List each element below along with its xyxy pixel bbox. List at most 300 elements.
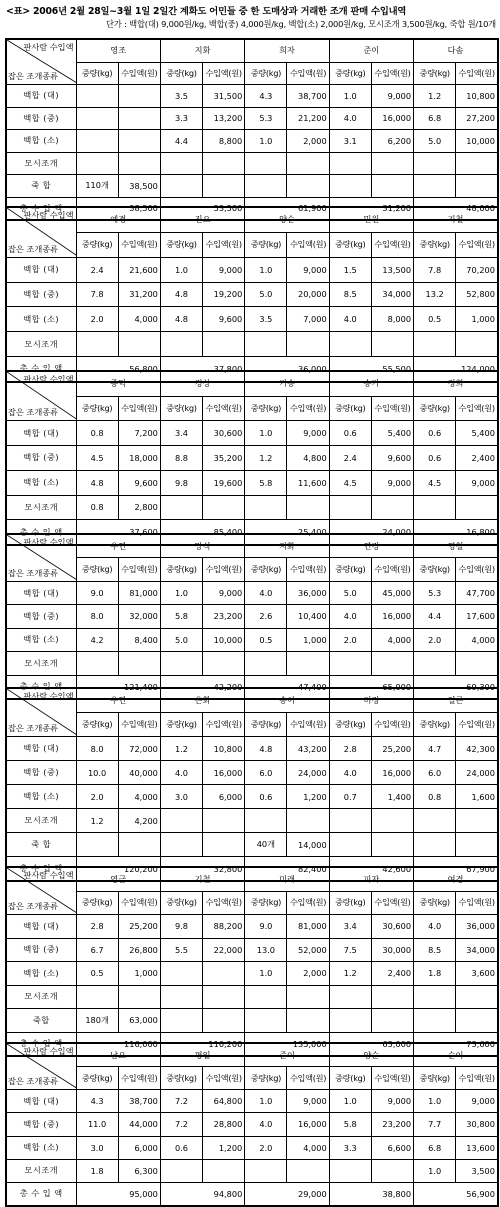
income-header: 수입액(원)	[287, 62, 329, 85]
weight-cell: 40개	[245, 833, 287, 857]
weight-cell: 1.0	[160, 581, 202, 604]
weight-cell: 1.8	[76, 1159, 118, 1182]
corner-shell-label: 잡은 조개종류	[8, 901, 59, 911]
seller-table	[5, 1042, 499, 1207]
income-cell: 9,600	[371, 446, 413, 471]
weight-header: 중량(kg)	[414, 1067, 456, 1090]
weight-cell: 4.4	[160, 130, 202, 153]
total-income: 85,400	[160, 520, 244, 545]
table-row	[6, 307, 498, 332]
weight-cell: 1.0	[160, 257, 202, 282]
weight-cell	[160, 1159, 202, 1182]
weight-cell: 0.6	[414, 446, 456, 471]
table-row	[6, 605, 498, 628]
income-cell	[203, 152, 245, 175]
weight-cell	[160, 985, 202, 1009]
income-cell: 2,400	[456, 446, 498, 471]
total-label: 총 수 입 액	[6, 1032, 76, 1056]
income-cell: 40,000	[118, 761, 160, 785]
sub-header-row	[6, 713, 498, 737]
weight-cell: 2.6	[245, 605, 287, 628]
income-cell: 30,800	[456, 1113, 498, 1136]
income-cell	[371, 332, 413, 357]
total-income: 42,200	[160, 675, 244, 699]
weight-cell: 1.2	[414, 85, 456, 108]
total-income: 56,800	[76, 357, 160, 382]
income-cell: 45,000	[371, 581, 413, 604]
weight-cell	[245, 152, 287, 175]
income-cell: 43,200	[287, 737, 329, 761]
weight-header: 중량(kg)	[160, 1067, 202, 1090]
weight-cell: 2.4	[329, 446, 371, 471]
weight-header: 중량(kg)	[329, 232, 371, 257]
income-cell: 13,500	[371, 257, 413, 282]
table-row	[6, 152, 498, 175]
weight-cell: 3.3	[160, 107, 202, 130]
income-cell	[287, 152, 329, 175]
total-income: 32,800	[160, 857, 244, 882]
weight-cell: 4.8	[245, 737, 287, 761]
sub-header-row	[6, 396, 498, 421]
income-cell	[203, 495, 245, 520]
seller-name: 송이	[245, 688, 329, 713]
corner-seller-label: 판사람 수입액	[23, 870, 74, 880]
weight-cell: 0.5	[245, 628, 287, 651]
table-row	[6, 809, 498, 833]
weight-cell: 9.8	[160, 915, 202, 939]
weight-cell: 2.8	[76, 915, 118, 939]
corner-shell-label: 잡은 조개종류	[8, 243, 59, 254]
income-header: 수입액(원)	[456, 713, 498, 737]
income-cell	[118, 985, 160, 1009]
seller-name: 남오	[76, 1043, 160, 1067]
income-cell: 9,000	[371, 1090, 413, 1113]
seller-header-row	[6, 207, 498, 232]
row-label: 모시조개	[6, 152, 76, 175]
weight-cell: 0.5	[76, 962, 118, 986]
weight-cell	[76, 152, 118, 175]
income-cell: 10,800	[456, 85, 498, 108]
corner-shell-label: 잡은 조개종류	[8, 723, 59, 733]
seller-name: 영조	[76, 39, 160, 62]
seller-header-row	[6, 1043, 498, 1067]
income-cell: 4,800	[287, 446, 329, 471]
income-cell: 70,200	[456, 257, 498, 282]
weight-cell	[329, 1009, 371, 1033]
weight-cell: 1.0	[329, 85, 371, 108]
weight-cell	[414, 809, 456, 833]
total-row	[6, 1182, 498, 1206]
weight-cell: 7.7	[414, 1113, 456, 1136]
total-income: 37,800	[160, 357, 244, 382]
income-cell: 3,500	[456, 1159, 498, 1182]
weight-cell: 1.8	[414, 962, 456, 986]
weight-cell: 0.6	[245, 785, 287, 809]
total-income: 67,900	[414, 857, 498, 882]
corner-header	[6, 534, 76, 581]
income-header: 수입액(원)	[287, 891, 329, 915]
income-cell: 6,200	[371, 130, 413, 153]
income-cell: 14,000	[287, 833, 329, 857]
row-label: 백합 (소)	[6, 962, 76, 986]
income-cell: 9,000	[371, 470, 413, 495]
row-label: 모시조개	[6, 652, 76, 675]
income-cell	[371, 985, 413, 1009]
income-cell: 21,600	[118, 257, 160, 282]
weight-cell: 1.2	[76, 809, 118, 833]
seller-table	[5, 206, 499, 383]
weight-cell: 6.7	[76, 938, 118, 962]
income-cell: 24,000	[287, 761, 329, 785]
corner-shell-label: 잡은 조개종류	[8, 567, 59, 578]
row-label: 백합 (소)	[6, 307, 76, 332]
income-header: 수입액(원)	[203, 891, 245, 915]
income-cell: 9,000	[371, 85, 413, 108]
weight-cell: 6.8	[414, 1136, 456, 1159]
weight-cell	[245, 809, 287, 833]
weight-cell	[160, 833, 202, 857]
weight-cell: 11.0	[76, 1113, 118, 1136]
income-cell: 23,200	[371, 1113, 413, 1136]
income-cell	[456, 985, 498, 1009]
weight-cell: 10.0	[76, 761, 118, 785]
income-header: 수입액(원)	[203, 558, 245, 581]
income-header: 수입액(원)	[203, 232, 245, 257]
income-cell: 19,600	[203, 470, 245, 495]
income-header: 수입액(원)	[371, 558, 413, 581]
seller-name: 미정	[329, 688, 413, 713]
seller-name: 종덕	[76, 371, 160, 396]
weight-cell: 4.4	[414, 605, 456, 628]
weight-header: 중량(kg)	[245, 232, 287, 257]
income-header: 수입액(원)	[456, 1067, 498, 1090]
weight-header: 중량(kg)	[76, 396, 118, 421]
weight-cell: 8.0	[76, 737, 118, 761]
income-cell	[287, 1159, 329, 1182]
row-label: 백합 (소)	[6, 1136, 76, 1159]
income-header: 수입액(원)	[118, 232, 160, 257]
weight-header: 중량(kg)	[160, 232, 202, 257]
total-label: 총 수 입 액	[6, 675, 76, 699]
income-header: 수입액(원)	[456, 62, 498, 85]
weight-cell	[160, 152, 202, 175]
income-cell	[371, 1009, 413, 1033]
table-row	[6, 985, 498, 1009]
income-cell: 44,000	[118, 1113, 160, 1136]
weight-cell	[414, 495, 456, 520]
total-income: 38,500	[76, 197, 160, 220]
weight-cell	[160, 175, 202, 198]
income-cell	[118, 652, 160, 675]
weight-cell: 2.0	[245, 1136, 287, 1159]
seller-name: 여경	[414, 867, 498, 891]
weight-header: 중량(kg)	[414, 891, 456, 915]
income-cell: 9,600	[203, 307, 245, 332]
sub-header-row	[6, 558, 498, 581]
income-cell	[287, 652, 329, 675]
sub-header-row	[6, 1067, 498, 1090]
income-cell: 18,000	[118, 446, 160, 471]
income-cell: 2,000	[287, 962, 329, 986]
weight-cell	[329, 332, 371, 357]
row-label: 죽합	[6, 1009, 76, 1033]
income-cell: 10,000	[203, 628, 245, 651]
income-cell: 63,000	[118, 1009, 160, 1033]
corner-header	[6, 688, 76, 737]
seller-name: 지화	[245, 534, 329, 558]
income-cell: 81,000	[118, 581, 160, 604]
row-label: 백합 (중)	[6, 282, 76, 307]
weight-cell: 1.0	[414, 1159, 456, 1182]
weight-cell: 4.0	[329, 107, 371, 130]
seller-table	[5, 687, 499, 882]
row-label: 백합 (대)	[6, 581, 76, 604]
corner-seller-label: 판사람 수입액	[23, 1046, 74, 1056]
income-cell	[118, 130, 160, 153]
total-income: 61,900	[245, 197, 329, 220]
weight-cell: 4.3	[245, 85, 287, 108]
income-cell: 13,200	[203, 107, 245, 130]
income-cell: 1,000	[456, 307, 498, 332]
weight-cell	[245, 1159, 287, 1182]
seller-header-row	[6, 867, 498, 891]
income-cell: 31,500	[203, 85, 245, 108]
income-cell: 38,500	[118, 175, 160, 198]
income-cell: 9,000	[203, 257, 245, 282]
seller-name: 경상	[160, 371, 244, 396]
seller-header-row	[6, 371, 498, 396]
weight-cell	[245, 985, 287, 1009]
weight-cell: 0.6	[160, 1136, 202, 1159]
total-income: 135,000	[245, 1032, 329, 1056]
weight-header: 중량(kg)	[329, 713, 371, 737]
weight-cell: 13.2	[414, 282, 456, 307]
weight-cell: 8.8	[160, 446, 202, 471]
income-cell: 30,600	[371, 915, 413, 939]
weight-cell: 4.0	[414, 915, 456, 939]
weight-header: 중량(kg)	[414, 396, 456, 421]
weight-header: 중량(kg)	[414, 232, 456, 257]
weight-cell	[414, 985, 456, 1009]
income-cell	[371, 833, 413, 857]
row-label: 모시조개	[6, 1159, 76, 1182]
income-cell	[118, 833, 160, 857]
weight-header: 중량(kg)	[414, 62, 456, 85]
income-header: 수입액(원)	[287, 232, 329, 257]
weight-cell: 1.0	[245, 962, 287, 986]
weight-header: 중량(kg)	[76, 1067, 118, 1090]
weight-header: 중량(kg)	[245, 891, 287, 915]
corner-seller-label: 판사람 수입액	[23, 537, 74, 547]
seller-name: 양순	[245, 207, 329, 232]
income-cell: 47,700	[456, 581, 498, 604]
seller-name: 기철	[160, 867, 244, 891]
income-cell: 5,400	[371, 421, 413, 446]
income-cell: 1,600	[456, 785, 498, 809]
table-row	[6, 1090, 498, 1113]
income-cell: 25,200	[371, 737, 413, 761]
weight-cell: 1.0	[245, 130, 287, 153]
row-label: 백합 (대)	[6, 85, 76, 108]
weight-header: 중량(kg)	[245, 558, 287, 581]
weight-header: 중량(kg)	[76, 558, 118, 581]
weight-header: 중량(kg)	[245, 713, 287, 737]
income-cell: 30,600	[203, 421, 245, 446]
income-cell: 2,800	[118, 495, 160, 520]
table-row	[6, 1136, 498, 1159]
weight-cell: 4.5	[414, 470, 456, 495]
income-cell: 9,000	[287, 257, 329, 282]
income-cell: 1,000	[287, 628, 329, 651]
row-label: 백합 (중)	[6, 1113, 76, 1136]
weight-cell: 3.4	[329, 915, 371, 939]
total-income: 37,600	[76, 520, 160, 545]
weight-header: 중량(kg)	[76, 891, 118, 915]
row-label: 죽 합	[6, 175, 76, 198]
income-cell	[203, 332, 245, 357]
weight-cell	[329, 833, 371, 857]
row-label: 모시조개	[6, 809, 76, 833]
weight-header: 중량(kg)	[76, 713, 118, 737]
row-label: 백합 (소)	[6, 130, 76, 153]
table-row	[6, 833, 498, 857]
income-cell: 4,200	[118, 809, 160, 833]
income-cell: 17,600	[456, 605, 498, 628]
total-income: 42,600	[329, 857, 413, 882]
income-cell: 7,200	[118, 421, 160, 446]
weight-cell	[160, 809, 202, 833]
total-income: 55,500	[329, 357, 413, 382]
income-cell: 24,000	[456, 761, 498, 785]
income-cell: 9,000	[203, 581, 245, 604]
table-row	[6, 332, 498, 357]
weight-cell: 0.5	[414, 307, 456, 332]
seller-name: 영근	[76, 867, 160, 891]
total-income: 63,000	[329, 1032, 413, 1056]
income-cell	[371, 809, 413, 833]
weight-cell: 3.4	[160, 421, 202, 446]
seller-name: 양순	[329, 1043, 413, 1067]
income-cell: 7,000	[287, 307, 329, 332]
income-cell: 9,000	[287, 1090, 329, 1113]
row-label: 백합 (중)	[6, 107, 76, 130]
seller-table	[5, 866, 499, 1057]
table-row	[6, 628, 498, 651]
weight-cell: 8.5	[414, 938, 456, 962]
table-row	[6, 652, 498, 675]
income-cell: 16,000	[371, 761, 413, 785]
income-cell: 9,000	[456, 470, 498, 495]
income-cell: 38,700	[287, 85, 329, 108]
income-header: 수입액(원)	[118, 62, 160, 85]
income-header: 수입액(원)	[118, 1067, 160, 1090]
total-label: 총 수 입 액	[6, 357, 76, 382]
row-label: 모시조개	[6, 332, 76, 357]
weight-cell: 9.0	[76, 581, 118, 604]
weight-cell: 4.0	[245, 581, 287, 604]
income-cell: 34,000	[371, 282, 413, 307]
total-label: 총 수 입 액	[6, 857, 76, 882]
income-cell	[287, 1009, 329, 1033]
income-cell	[203, 985, 245, 1009]
seller-name: 은화	[160, 688, 244, 713]
income-cell: 2,400	[371, 962, 413, 986]
weight-cell: 7.8	[414, 257, 456, 282]
income-cell: 25,200	[118, 915, 160, 939]
income-cell: 52,800	[456, 282, 498, 307]
income-cell	[456, 1009, 498, 1033]
income-header: 수입액(원)	[371, 891, 413, 915]
seller-name: 준이	[329, 39, 413, 62]
weight-cell: 0.8	[76, 495, 118, 520]
weight-cell: 2.0	[76, 785, 118, 809]
weight-cell	[329, 809, 371, 833]
income-header: 수입액(원)	[118, 891, 160, 915]
weight-cell	[329, 1159, 371, 1182]
weight-cell: 4.8	[160, 307, 202, 332]
total-income: 47,400	[245, 675, 329, 699]
table-row	[6, 581, 498, 604]
weight-header: 중량(kg)	[245, 1067, 287, 1090]
total-income: 29,000	[245, 1182, 329, 1206]
weight-cell: 1.0	[245, 1090, 287, 1113]
income-cell	[203, 1159, 245, 1182]
income-header: 수입액(원)	[203, 396, 245, 421]
table-row	[6, 421, 498, 446]
sub-header-row	[6, 232, 498, 257]
weight-cell: 4.0	[245, 1113, 287, 1136]
weight-header: 중량(kg)	[160, 891, 202, 915]
income-header: 수입액(원)	[203, 1067, 245, 1090]
income-cell	[371, 495, 413, 520]
income-header: 수입액(원)	[371, 232, 413, 257]
weight-cell: 4.0	[329, 761, 371, 785]
weight-cell: 2.0	[329, 628, 371, 651]
table-row	[6, 938, 498, 962]
income-cell	[371, 152, 413, 175]
weight-cell	[245, 1009, 287, 1033]
total-income: 53,500	[160, 197, 244, 220]
income-cell: 4,000	[287, 1136, 329, 1159]
seller-name: 우연	[76, 534, 160, 558]
seller-name: 정희	[414, 371, 498, 396]
row-label: 백합 (대)	[6, 257, 76, 282]
seller-name: 예경	[76, 207, 160, 232]
income-cell: 9,600	[118, 470, 160, 495]
row-label: 백합 (대)	[6, 915, 76, 939]
row-label: 모시조개	[6, 495, 76, 520]
seller-name: 평일	[160, 1043, 244, 1067]
income-cell: 9,000	[456, 1090, 498, 1113]
weight-cell: 1.0	[329, 1090, 371, 1113]
income-cell	[118, 85, 160, 108]
income-cell: 11,600	[287, 470, 329, 495]
weight-cell: 9.0	[245, 915, 287, 939]
table-row	[6, 282, 498, 307]
income-cell: 88,200	[203, 915, 245, 939]
income-cell: 6,300	[118, 1159, 160, 1182]
weight-header: 중량(kg)	[414, 713, 456, 737]
weight-cell: 1.0	[245, 421, 287, 446]
row-label: 백합 (중)	[6, 938, 76, 962]
table-row	[6, 1159, 498, 1182]
weight-cell: 5.0	[414, 130, 456, 153]
weight-cell: 5.8	[160, 605, 202, 628]
income-cell: 8,000	[371, 307, 413, 332]
income-cell	[456, 495, 498, 520]
table-row	[6, 737, 498, 761]
weight-cell: 4.8	[160, 282, 202, 307]
